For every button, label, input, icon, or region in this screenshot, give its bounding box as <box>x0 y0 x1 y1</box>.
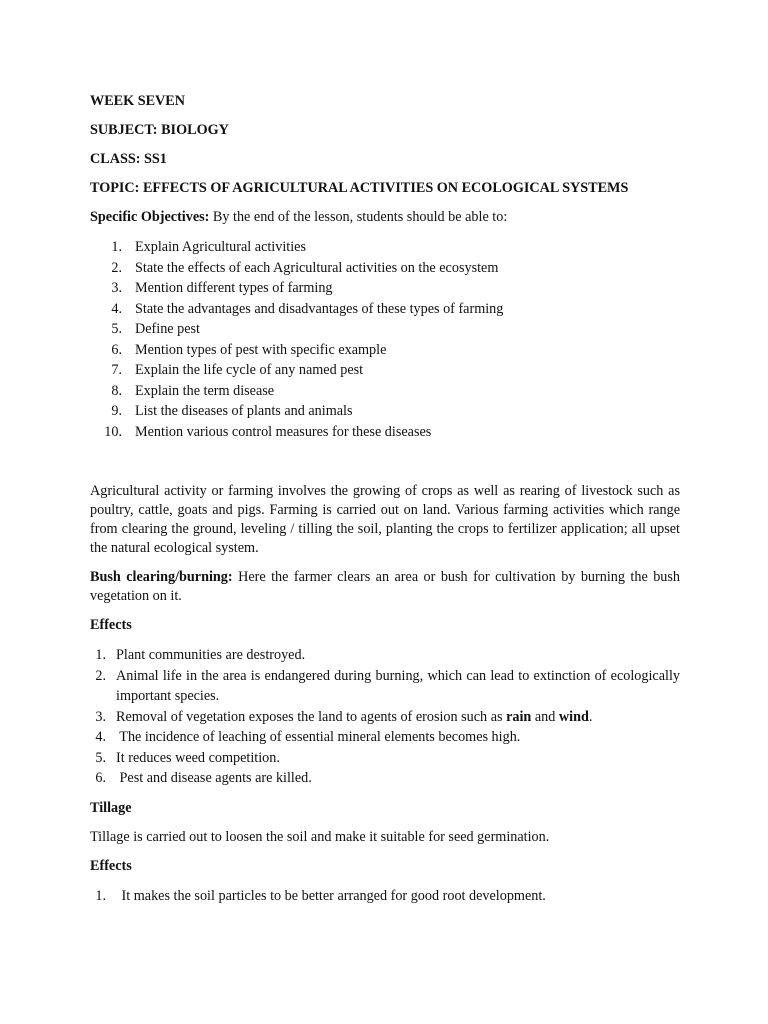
list-item-number: 3. <box>111 280 122 296</box>
list-item-text: Mention different types of farming <box>135 280 333 296</box>
objectives-label: Specific Objectives: <box>90 209 210 225</box>
list-item-text: Define pest <box>135 321 201 337</box>
list-item <box>90 340 680 361</box>
bush-clearing-text: Here the farmer clears an area or bush for cultivation by burning the bush vegetation on it. <box>90 569 680 604</box>
list-item <box>90 666 680 707</box>
bush-effects-list <box>90 645 680 789</box>
list-item-number: 4. <box>95 729 106 745</box>
list-item-number: 7. <box>111 362 122 378</box>
section-spacer <box>90 442 680 482</box>
document-page <box>90 92 680 906</box>
list-item-number: 5. <box>111 321 122 337</box>
list-item <box>90 707 680 728</box>
list-item <box>90 278 680 299</box>
list-item <box>90 258 680 279</box>
list-item-text: Explain the life cycle of any named pest <box>135 362 364 378</box>
objectives-list <box>90 237 680 442</box>
week-heading: WEEK SEVEN <box>90 93 186 109</box>
list-item-text: It reduces weed competition. <box>116 749 280 766</box>
list-item-number: 9. <box>111 403 122 419</box>
list-item-number: 4. <box>111 300 122 317</box>
list-item-text: Pest and disease agents are killed. <box>116 770 312 786</box>
list-item <box>90 727 680 748</box>
class-heading: CLASS: SS1 <box>90 151 167 167</box>
list-item-text: Explain the term disease <box>135 382 275 399</box>
bush-effects-heading: Effects <box>90 617 132 633</box>
list-item <box>90 768 680 789</box>
list-item-number: 5. <box>95 749 106 766</box>
topic-heading: TOPIC: EFFECTS OF AGRICULTURAL ACTIVITIES ON ECOLOGICAL SYSTEMS <box>90 180 629 196</box>
list-item-text-part: Removal of vegetation exposes the land to agents of erosion such as <box>116 708 507 725</box>
list-item-text: Mention various control measures for these diseases <box>135 423 432 440</box>
bush-clearing-label: Bush clearing/burning: <box>90 569 233 585</box>
list-item-text: Explain Agricultural activities <box>135 239 306 255</box>
list-item-text-part: and <box>531 708 559 725</box>
list-item-number: 6. <box>95 770 106 786</box>
tillage-heading: Tillage <box>90 799 132 816</box>
list-item-number: 10. <box>104 423 122 440</box>
list-item-text: Plant communities are destroyed. <box>116 647 306 663</box>
list-item <box>90 360 680 381</box>
list-item-text: Mention types of pest with specific example <box>135 341 387 358</box>
list-item <box>90 748 680 769</box>
list-item-number: 8. <box>111 382 122 399</box>
list-item <box>90 381 680 402</box>
list-item <box>90 299 680 320</box>
list-item-text: The incidence of leaching of essential mineral elements becomes high. <box>116 729 521 745</box>
list-item-number: 2. <box>95 667 106 684</box>
list-item-number: 3. <box>95 708 106 725</box>
list-item-number: 6. <box>111 341 122 358</box>
list-item-text: State the advantages and disadvantages of these types of farming <box>135 300 504 317</box>
list-item-number: 1. <box>95 887 106 904</box>
list-item <box>90 401 680 422</box>
list-item-text: State the effects of each Agricultural activities on the ecosystem <box>135 259 499 276</box>
list-item <box>90 645 680 666</box>
list-item-text: List the diseases of plants and animals <box>135 403 353 419</box>
list-item-number: 2. <box>111 259 122 276</box>
bush-clearing-paragraph <box>90 568 680 606</box>
objectives-intro <box>90 208 680 227</box>
tillage-paragraph: Tillage is carried out to loosen the soil and make it suitable for seed germination. <box>90 828 550 845</box>
list-item <box>90 886 680 907</box>
list-item-text-part: . <box>588 708 593 725</box>
list-item <box>90 237 680 258</box>
list-item-number: 1. <box>111 239 122 255</box>
emphasis-rain: rain <box>506 708 532 725</box>
list-item-text: Animal life in the area is endangered during burning, which can lead to extinction of ecologically important species. <box>116 667 680 704</box>
emphasis-wind: wind <box>558 708 589 725</box>
list-item-number: 1. <box>95 647 106 663</box>
intro-paragraph: Agricultural activity or farming involves the growing of crops as well as rearing of livestock such as poultry, cattle, goats and pigs. Farming is carried out on land. Various farming activities which range from clearing the ground, leveling / tilling the soil, planting the crops to fertilizer application; all upset the natural ecological system. <box>90 483 680 556</box>
list-item <box>90 422 680 443</box>
tillage-effects-list <box>90 886 680 907</box>
list-item <box>90 319 680 340</box>
list-item-text <box>116 709 592 725</box>
list-item-text: It makes the soil particles to be better arranged for good root development. <box>118 887 546 904</box>
tillage-effects-heading: Effects <box>90 857 132 874</box>
objectives-intro-text: By the end of the lesson, students should be able to: <box>209 209 508 225</box>
subject-heading: SUBJECT: BIOLOGY <box>90 122 229 138</box>
